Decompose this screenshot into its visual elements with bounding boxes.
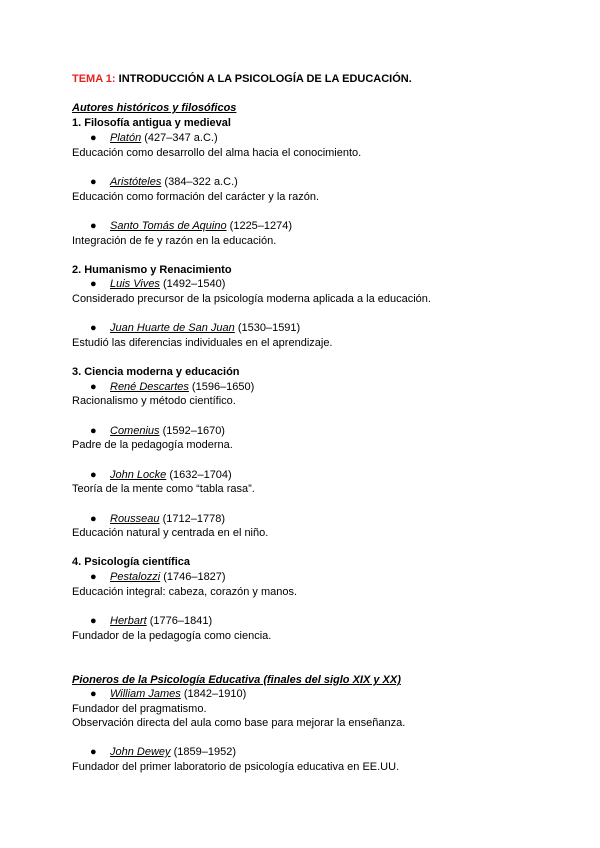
author-description: Racionalismo y método científico. [72, 395, 236, 407]
page-title [72, 72, 412, 86]
author-name: Rousseau [110, 513, 160, 525]
list-item [90, 131, 218, 145]
author-description: Estudió las diferencias individuales en el aprendizaje. [72, 337, 333, 349]
bullet-icon: ● [90, 425, 97, 437]
author-dates: (1632–1704) [166, 469, 232, 481]
group-title: 2. Humanismo y Renacimiento [72, 264, 232, 276]
author-dates: (1592–1670) [159, 425, 225, 437]
author-description: Fundador del pragmatismo. [72, 703, 207, 715]
bullet-icon: ● [90, 322, 97, 334]
author-dates: (1746–1827) [160, 571, 226, 583]
author-name: Comenius [110, 425, 160, 437]
title-text: INTRODUCCIÓN A LA PSICOLOGÍA DE LA EDUCACIÓN. [115, 73, 412, 85]
author-description: Educación integral: cabeza, corazón y manos. [72, 586, 298, 598]
author-description: Considerado precursor de la psicología moderna aplicada a la educación. [72, 293, 431, 305]
author-dates: (1225–1274) [226, 220, 293, 232]
bullet-icon: ● [90, 278, 97, 290]
author-name: Pestalozzi [110, 571, 161, 583]
list-item [90, 277, 225, 291]
list-item [90, 175, 238, 189]
group-title: 4. Psicología científica [72, 556, 190, 568]
author-description: Integración de fe y razón en la educación. [72, 235, 277, 247]
bullet-icon: ● [90, 132, 97, 144]
bullet-icon: ● [90, 469, 97, 481]
author-name: John Dewey [110, 746, 171, 758]
bullet-icon: ● [90, 513, 97, 525]
author-description: Educación como formación del carácter y la razón. [72, 191, 320, 203]
author-dates: (384–322 a.C.) [161, 176, 238, 188]
bullet-icon: ● [90, 381, 97, 393]
group-title: 3. Ciencia moderna y educación [72, 366, 240, 378]
section-heading: Autores históricos y filosóficos [72, 102, 237, 114]
title-prefix: TEMA 1: [72, 73, 116, 85]
author-dates: (427–347 a.C.) [141, 132, 218, 144]
author-dates: (1842–1910) [180, 688, 247, 700]
author-dates: (1776–1841) [146, 615, 213, 627]
author-description: Padre de la pedagogía moderna. [72, 439, 233, 451]
author-description: Educación como desarrollo del alma hacia el conocimiento. [72, 147, 362, 159]
list-item [90, 424, 225, 438]
author-dates: (1530–1591) [234, 322, 301, 334]
section-heading: Pioneros de la Psicología Educativa (finales del siglo XIX y XX) [72, 674, 401, 686]
list-item [90, 321, 300, 335]
author-dates: (1859–1952) [170, 746, 236, 758]
group-title: 1. Filosofía antigua y medieval [72, 117, 231, 129]
list-item [90, 512, 225, 526]
author-name: Herbart [110, 615, 147, 627]
author-dates: (1596–1650) [188, 381, 255, 393]
bullet-icon: ● [90, 615, 97, 627]
bullet-icon: ● [90, 746, 97, 758]
author-description: Educación natural y centrada en el niño. [72, 527, 269, 539]
author-description: Teoría de la mente como “tabla rasa”. [72, 483, 255, 495]
author-dates: (1492–1540) [159, 278, 226, 290]
author-name: William James [110, 688, 181, 700]
list-item [90, 687, 246, 701]
author-dates: (1712–1778) [159, 513, 225, 525]
author-name: Platón [110, 132, 142, 144]
author-name: Santo Tomás de Aquino [110, 220, 227, 232]
list-item [90, 745, 236, 759]
bullet-icon: ● [90, 571, 97, 583]
list-item [90, 614, 212, 628]
author-description: Fundador de la pedagogía como ciencia. [72, 630, 272, 642]
author-name: Juan Huarte de San Juan [110, 322, 235, 334]
list-item [90, 468, 232, 482]
author-description: Observación directa del aula como base para mejorar la enseñanza. [72, 717, 406, 729]
list-item [90, 570, 226, 584]
bullet-icon: ● [90, 688, 97, 700]
bullet-icon: ● [90, 176, 97, 188]
author-name: John Locke [110, 469, 167, 481]
bullet-icon: ● [90, 220, 97, 232]
author-name: Luis Vives [110, 278, 160, 290]
author-name: René Descartes [110, 381, 189, 393]
list-item [90, 219, 292, 233]
list-item [90, 380, 254, 394]
author-name: Aristóteles [110, 176, 162, 188]
author-description: Fundador del primer laboratorio de psicología educativa en EE.UU. [72, 761, 400, 773]
